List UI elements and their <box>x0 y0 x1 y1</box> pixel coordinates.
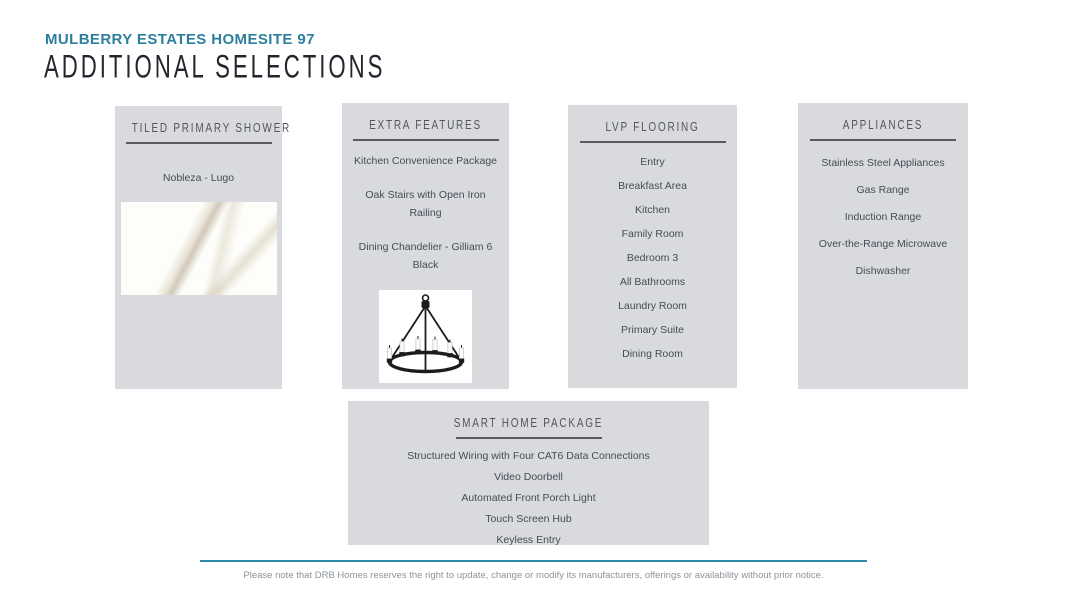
card-item-list <box>798 150 968 285</box>
footer-accent-line <box>200 560 867 562</box>
list-item: Breakfast Area <box>618 179 687 192</box>
card-appliances <box>798 103 968 389</box>
list-item: Gas Range <box>856 183 910 196</box>
list-item: Induction Range <box>844 210 922 223</box>
list-item: Dishwasher <box>855 264 911 277</box>
list-item: Structured Wiring with Four CAT6 Data Connections <box>407 449 650 462</box>
card-heading: LVP FLOORING <box>605 120 700 134</box>
card-heading: EXTRA FEATURES <box>369 118 482 132</box>
card-lvp-flooring <box>568 105 737 388</box>
heading-underline <box>126 142 272 144</box>
list-item: Over-the-Range Microwave <box>818 237 948 250</box>
list-item: Automated Front Porch Light <box>461 491 596 504</box>
list-item: Video Doorbell <box>494 470 563 483</box>
heading-underline <box>353 139 499 141</box>
chandelier-image <box>379 290 472 383</box>
heading-underline <box>580 141 726 143</box>
list-item: Dining Chandelier - Gilliam 6 Black <box>358 240 493 271</box>
marble-tile-image <box>121 202 277 295</box>
list-item: Oak Stairs with Open Iron Railing <box>365 188 486 219</box>
list-item: Stainless Steel Appliances <box>821 156 945 169</box>
list-item: Nobleza - Lugo <box>162 171 235 184</box>
list-item: Kitchen Convenience Package <box>353 154 497 167</box>
card-heading: APPLIANCES <box>842 118 924 132</box>
heading-underline <box>810 139 956 141</box>
card-heading: TILED PRIMARY SHOWER <box>131 121 291 135</box>
card-smart-home-package <box>348 401 709 545</box>
list-item: Primary Suite <box>620 323 684 336</box>
card-item-list <box>115 170 282 186</box>
list-item: Keyless Entry <box>496 533 561 546</box>
list-item: Touch Screen Hub <box>485 512 572 525</box>
list-item: Entry <box>640 155 665 168</box>
card-item-list <box>342 152 509 274</box>
card-item-list <box>348 446 709 551</box>
card-tiled-primary-shower <box>115 106 291 389</box>
community-subtitle: MULBERRY ESTATES HOMESITE 97 <box>45 31 315 48</box>
list-item: Laundry Room <box>618 299 687 312</box>
list-item: Kitchen <box>634 203 671 216</box>
list-item: Dining Room <box>622 347 683 360</box>
heading-underline <box>456 437 602 439</box>
chandelier-illustration <box>380 291 471 382</box>
card-heading: SMART HOME PACKAGE <box>453 416 604 430</box>
footer-disclaimer: Please note that DRB Homes reserves the right to update, change or modify its manufacturers, offerings or availability without prior notice. <box>243 570 824 581</box>
card-extra-features <box>342 103 509 389</box>
list-item: Bedroom 3 <box>626 251 679 264</box>
card-item-list <box>568 150 737 366</box>
list-item: All Bathrooms <box>619 275 686 288</box>
page-title: ADDITIONAL SELECTIONS <box>44 49 386 86</box>
list-item: Family Room <box>621 227 684 240</box>
